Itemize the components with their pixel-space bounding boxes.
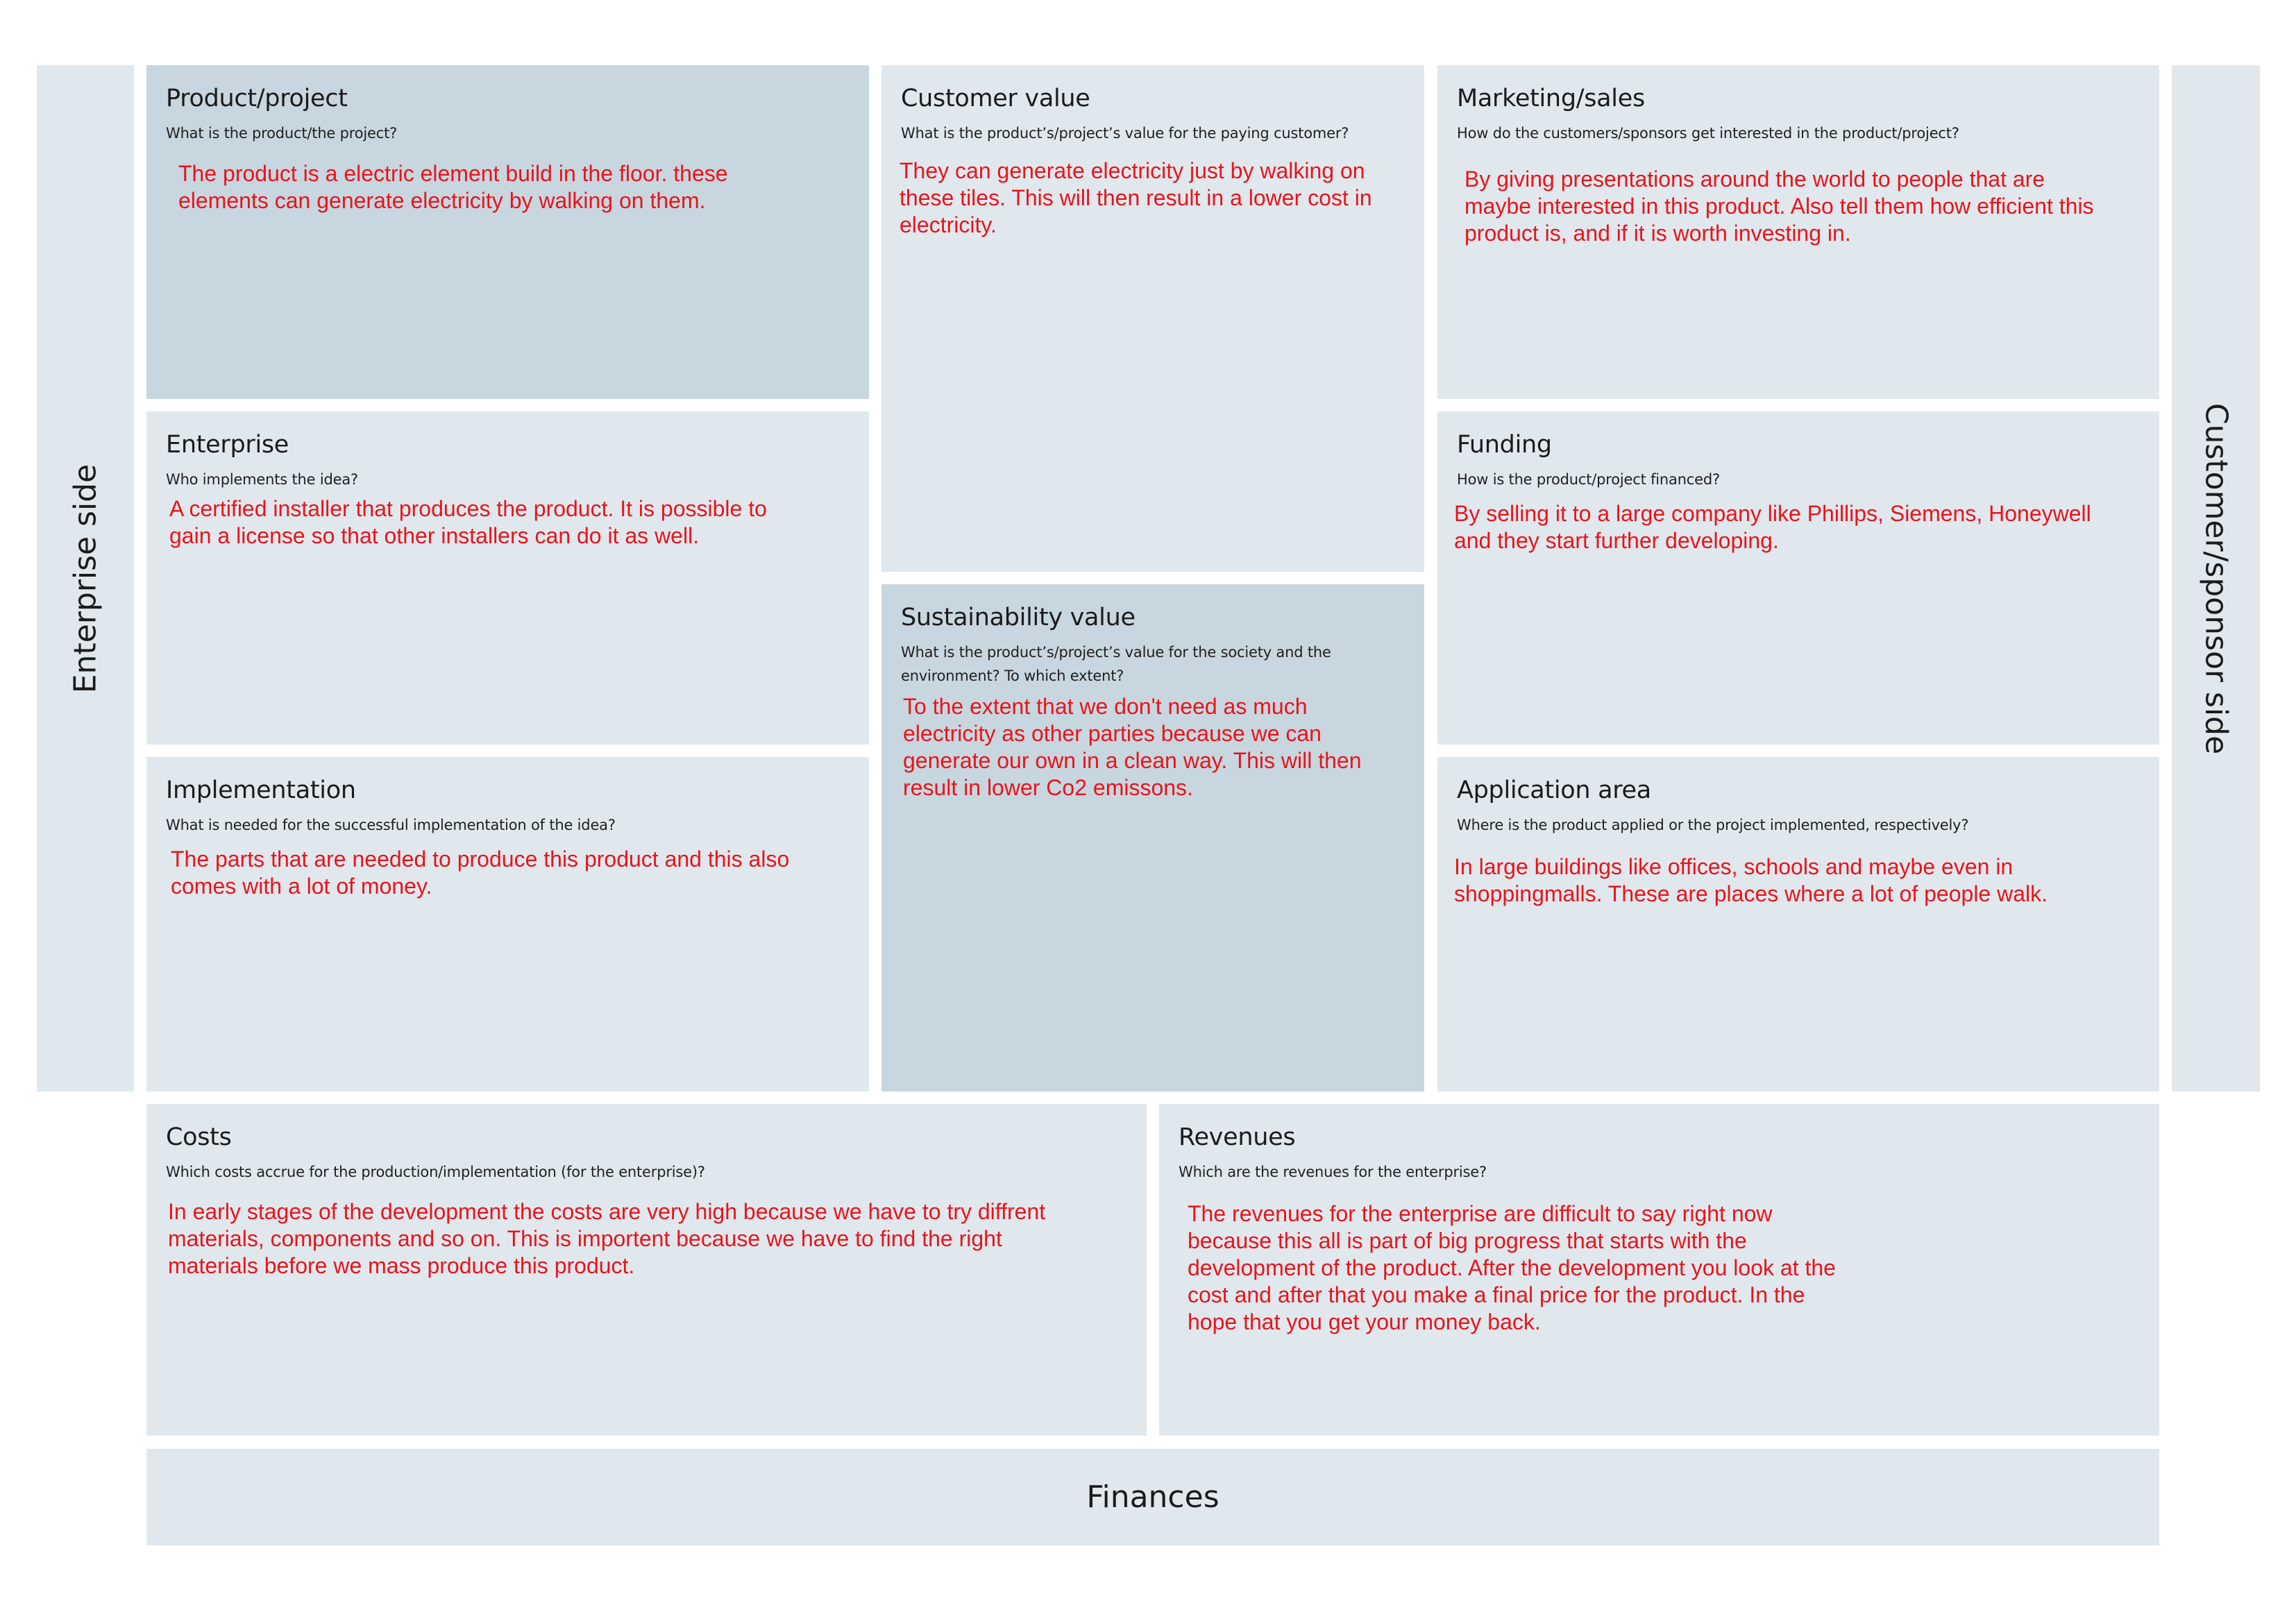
funding-title: Funding — [1457, 431, 1552, 459]
costs-title: Costs — [166, 1123, 232, 1151]
marketing-sales-box — [1437, 65, 2159, 399]
costs-box — [146, 1104, 1147, 1436]
customer-value-answer: They can generate electricity just by walking on these tiles. This will then result in a lower cost in electricity. — [900, 158, 1372, 237]
revenues-question: Which are the revenues for the enterprise? — [1179, 1164, 1487, 1180]
finances-label: Finances — [1086, 1479, 1219, 1515]
product-project-answer: The product is a electric element build in the floor. these elements can generate electricity by walking on them. — [178, 161, 728, 213]
sustainability-value-question: What is the product’s/project’s value for the society and the environment? To which extent? — [901, 644, 1331, 684]
application-area-question: Where is the product applied or the project implemented, respectively? — [1457, 817, 1969, 833]
implementation-question: What is needed for the successful implementation of the idea? — [166, 817, 616, 833]
implementation-answer: The parts that are needed to produce this product and this also comes with a lot of money. — [171, 847, 790, 899]
marketing-sales-title: Marketing/sales — [1457, 85, 1645, 112]
implementation-title: Implementation — [166, 776, 356, 804]
revenues-title: Revenues — [1179, 1123, 1296, 1151]
revenues-answer: The revenues for the enterprise are difficult to say right now because this all is part of big progress that starts with the development of the product. After the development you look at the cost and after that you make a final price for the product. In the hope that you get your money back. — [1188, 1201, 1836, 1334]
customer-value-question: What is the product’s/project’s value for the paying customer? — [901, 125, 1349, 142]
implementation-box — [146, 757, 869, 1091]
product-project-question: What is the product/the project? — [166, 125, 398, 142]
sustainability-value-box — [881, 584, 1424, 1091]
marketing-sales-question: How do the customers/sponsors get interested in the product/project? — [1457, 125, 1959, 142]
marketing-sales-answer: By giving presentations around the world to people that are maybe interested in this product. Also tell them how efficient this product is, and if it is worth investing in. — [1464, 167, 2094, 246]
costs-answer: In early stages of the development the costs are very high because we have to try diffrent materials, components and so on. This is importent because we have to find the right materials before we mass produce this product. — [168, 1199, 1046, 1278]
revenues-box — [1159, 1104, 2159, 1436]
enterprise-box — [146, 411, 869, 745]
funding-question: How is the product/project financed? — [1457, 471, 1720, 488]
product-project-box — [146, 65, 869, 399]
customer-side-label: Customer/sponsor side — [2198, 402, 2234, 754]
product-project-title: Product/project — [166, 85, 348, 112]
funding-box — [1437, 411, 2159, 745]
sustainability-value-title: Sustainability value — [901, 604, 1136, 631]
customer-side-column — [2172, 65, 2260, 1091]
customer-value-box — [881, 65, 1424, 572]
application-area-answer: In large buildings like offices, schools and maybe even in shoppingmalls. These are places where a lot of people walk. — [1454, 854, 2048, 906]
enterprise-question: Who implements the idea? — [166, 471, 358, 488]
customer-value-title: Customer value — [901, 85, 1090, 112]
costs-question: Which costs accrue for the production/implementation (for the enterprise)? — [166, 1164, 705, 1180]
application-area-title: Application area — [1457, 776, 1651, 804]
finances-band — [146, 1449, 2159, 1545]
sustainability-value-answer: To the extent that we don't need as much electricity as other parties because we can generate our own in a clean way. This will then result in lower Co2 emissons. — [903, 694, 1362, 800]
enterprise-title: Enterprise — [166, 431, 289, 459]
enterprise-side-label: Enterprise side — [67, 464, 103, 693]
enterprise-side-column — [37, 65, 134, 1091]
funding-answer: By selling it to a large company like Phillips, Siemens, Honeywell and they start further developing. — [1454, 501, 2091, 553]
enterprise-answer: A certified installer that produces the product. It is possible to gain a license so that other installers can do it as well. — [169, 496, 767, 548]
application-area-box — [1437, 757, 2159, 1091]
